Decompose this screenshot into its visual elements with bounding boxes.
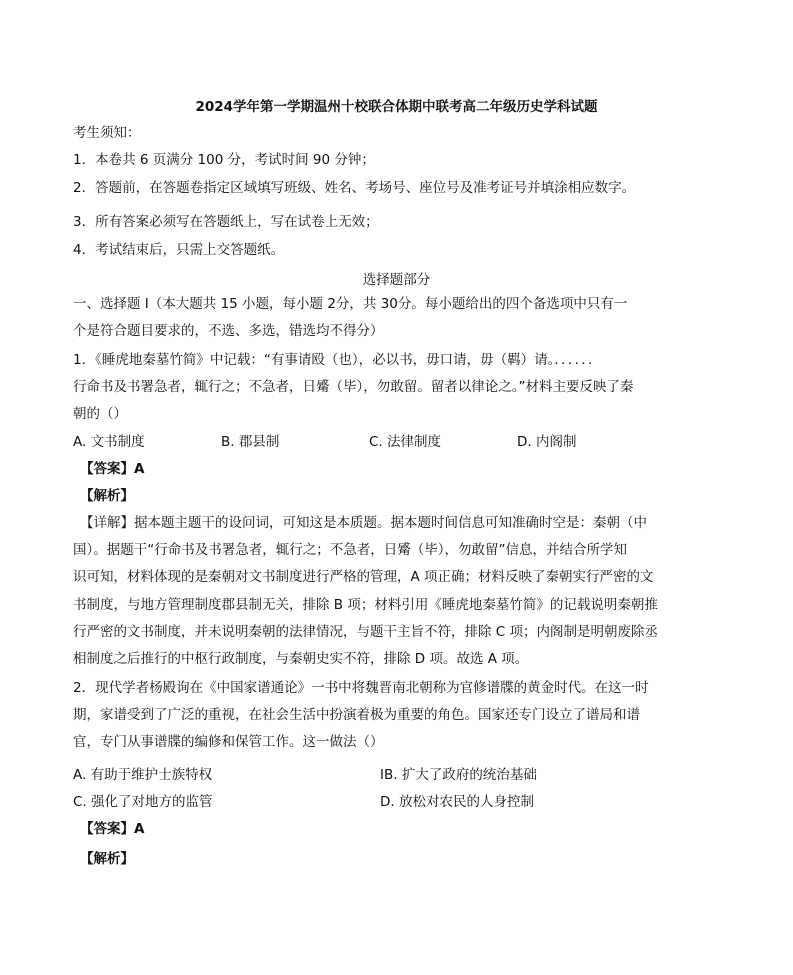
q2-analysis-label: 【解析】 [80, 851, 134, 867]
q1-option-d: D. 内阁制 [517, 434, 577, 450]
section-intro-line-2: 个是符合题目要求的，不选、多选，错选均不得分） [73, 323, 384, 339]
notice-item-2: 2．答题前，在答题卷指定区域填写班级、姓名、考场号、座位号及准考证号并填涂相应数字。 [73, 180, 636, 196]
q1-stem-line-2: 行命书及书署急者，辄行之；不急者，日觱（毕），勿敢留。留者以律论之。”材料主要反映了秦 [73, 379, 634, 395]
q2-answer: 【答案】A [80, 821, 145, 837]
q2-option-c: C. 强化了对地方的监管 [73, 794, 213, 810]
q1-detail-line-5: 行严密的文书制度，并未说明秦朝的法律情况，与题干主旨不符，排除 C 项；内阁制是明朝废除丞 [73, 624, 659, 640]
notice-item-3: 3．所有答案必须写在答题纸上，写在试卷上无效； [73, 214, 379, 230]
q2-stem-line-1: 2．现代学者杨殿询在《中国家谱通论》一书中将魏晋南北朝称为官修谱牒的黄金时代。在这一时 [73, 680, 649, 696]
q1-detail-line-4: 书制度，与地方管理制度郡县制无关，排除 B 项；材料引用《睡虎地秦墓竹简》的记载说明秦朝推 [73, 597, 658, 613]
q1-analysis-label: 【解析】 [80, 488, 134, 504]
q1-answer: 【答案】A [80, 461, 145, 477]
section-title: 选择题部分 [362, 272, 431, 288]
notice-item-1: 1．本卷共 6 页满分 100 分，考试时间 90 分钟； [73, 152, 375, 168]
notice-heading: 考生须知： [73, 125, 141, 141]
q1-detail-line-3: 识可知，材料体现的是秦朝对文书制度进行严格的管理，A 项正确；材料反映了秦朝实行严密的文 [73, 569, 654, 585]
q1-option-c: C. 法律制度 [369, 434, 442, 450]
q2-option-b: IB. 扩大了政府的统治基础 [380, 767, 537, 783]
q1-stem-line-3: 朝的（） [73, 406, 127, 422]
q2-option-d: D. 放松对农民的人身控制 [380, 794, 534, 810]
q1-detail-line-1: 【详解】据本题主题干的设问词，可知这是本质题。据本题时间信息可知准确时空是：秦朝（中 [80, 515, 647, 531]
q1-option-b: B. 郡县制 [221, 434, 280, 450]
exam-title: 2024学年第一学期温州十校联合体期中联考高二年级历史学科试题 [195, 99, 598, 115]
q2-option-a: A. 有助于维护士族特权 [73, 767, 213, 783]
q1-detail-line-2: 国）。据题干“行命书及书署急者，辄行之；不急者，日觱（毕），勿敢留”信息，并结合所学知 [73, 542, 627, 558]
notice-item-4: 4．考试结束后，只需上交答题纸。 [73, 242, 285, 258]
q1-option-a: A. 文书制度 [73, 434, 145, 450]
q1-detail-line-6: 相制度之后推行的中枢行政制度，与秦朝史实不符，排除 D 项。故选 A 项。 [73, 651, 529, 667]
q1-stem-line-1: 1．《睡虎地秦墓竹简》中记载：“有事请殴（也），必以书，毋口请，毋（羁）请。．．．．．． [73, 352, 602, 368]
section-intro-line-1: 一、选择题 I（本大题共 15 小题，每小题 2分，共 30分。每小题给出的四个备选项中只有一 [73, 296, 628, 312]
q2-stem-line-3: 官，专门从事谱牒的编修和保管工作。这一做法（） [73, 734, 384, 750]
q2-stem-line-2: 期，家谱受到了广泛的重视，在社会生活中扮演着极为重要的角色。国家还专门设立了谱局和谱 [73, 707, 640, 723]
